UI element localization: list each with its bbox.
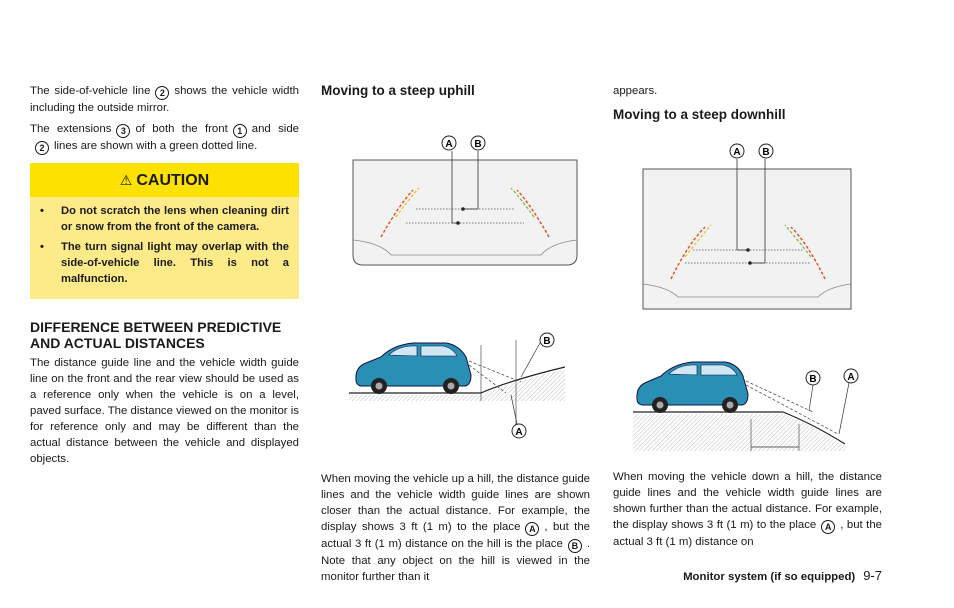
caution-item: • The turn signal light may overlap with the side-of-vehicle line. This is not a malfunction. [40, 239, 289, 287]
callout-number: 2 [155, 86, 169, 100]
footer-title: Monitor system (if so equipped) [683, 571, 856, 583]
section-heading: DIFFERENCE BETWEEN PREDICTIVE AND ACTUAL DISTANCES [30, 319, 282, 351]
caution-box [30, 163, 299, 299]
downhill-illustration [613, 129, 882, 459]
text: of both the front [135, 123, 228, 135]
text: shows the vehicle width including the outside mirror. [30, 85, 299, 114]
text: When moving the vehicle up a hill, the distance guide lines and the vehicle width guide lines are shown closer than the actual distance. For example, the display shows 3 ft (1 m) to the place [321, 473, 590, 533]
callout-number: 3 [116, 124, 130, 138]
callout-letter: B [568, 539, 582, 553]
text: The extensions [30, 123, 112, 135]
paragraph-extensions [30, 121, 299, 155]
uphill-heading: Moving to a steep uphill [321, 83, 475, 98]
downhill-heading: Moving to a steep downhill [613, 107, 786, 122]
svg-text:B: B [809, 374, 817, 385]
uphill-illustration [321, 105, 590, 445]
page-footer [683, 568, 882, 583]
callout-number: 1 [233, 124, 247, 138]
text: and side [251, 123, 300, 135]
text: , but the actual 3 ft (1 m) distance on [613, 519, 882, 548]
svg-text:B: B [762, 147, 770, 158]
page-number: 9-7 [863, 568, 882, 583]
paragraph-side-line [30, 83, 299, 116]
car-icon [637, 362, 748, 413]
svg-text:A: A [445, 139, 453, 150]
warning-triangle-icon: ⚠ [119, 172, 133, 188]
callout-letter: A [525, 522, 539, 536]
caution-header [30, 163, 299, 197]
monitor-screen [353, 160, 577, 265]
caution-list [30, 197, 299, 287]
caution-item: • Do not scratch the lens when cleaning dirt or snow from the front of the camera. [40, 203, 289, 235]
callout-number: 2 [35, 141, 49, 155]
paragraph-downhill [613, 469, 882, 550]
text: , but the actual 3 ft (1 m) distance on the hill is the place [321, 521, 590, 550]
paragraph-uphill [321, 471, 590, 585]
text: When moving the vehicle down a hill, the distance guide lines and the vehicle width guide lines are shown further than the actual distance. For example, the display shows 3 ft (1 m) to the place [613, 471, 882, 531]
text: lines are shown with a green dotted line. [54, 140, 258, 152]
callout-letter: A [821, 520, 835, 534]
text: The side-of-vehicle line [30, 85, 151, 97]
svg-text:A: A [733, 147, 741, 158]
paragraph-distance: The distance guide line and the vehicle width guide line on the front and the rear view should be used as a reference only when the vehicle is on a level, paved surface. The distance viewed on the monitor is for reference only and may be different than the actual distance between the vehicle and displayed objects. [30, 357, 299, 465]
column-left [30, 83, 299, 472]
svg-text:A: A [515, 427, 523, 438]
svg-text:A: A [847, 372, 855, 383]
text: . Note that any object on the hill is viewed in the monitor further than it [321, 538, 590, 583]
car-icon [356, 343, 471, 394]
caution-title: CAUTION [136, 172, 210, 189]
column-right [613, 83, 882, 555]
column-middle [321, 83, 590, 590]
svg-text:B: B [543, 336, 551, 347]
monitor-screen [643, 169, 851, 309]
svg-text:B: B [474, 139, 482, 150]
paragraph-continued: appears. [613, 85, 658, 97]
